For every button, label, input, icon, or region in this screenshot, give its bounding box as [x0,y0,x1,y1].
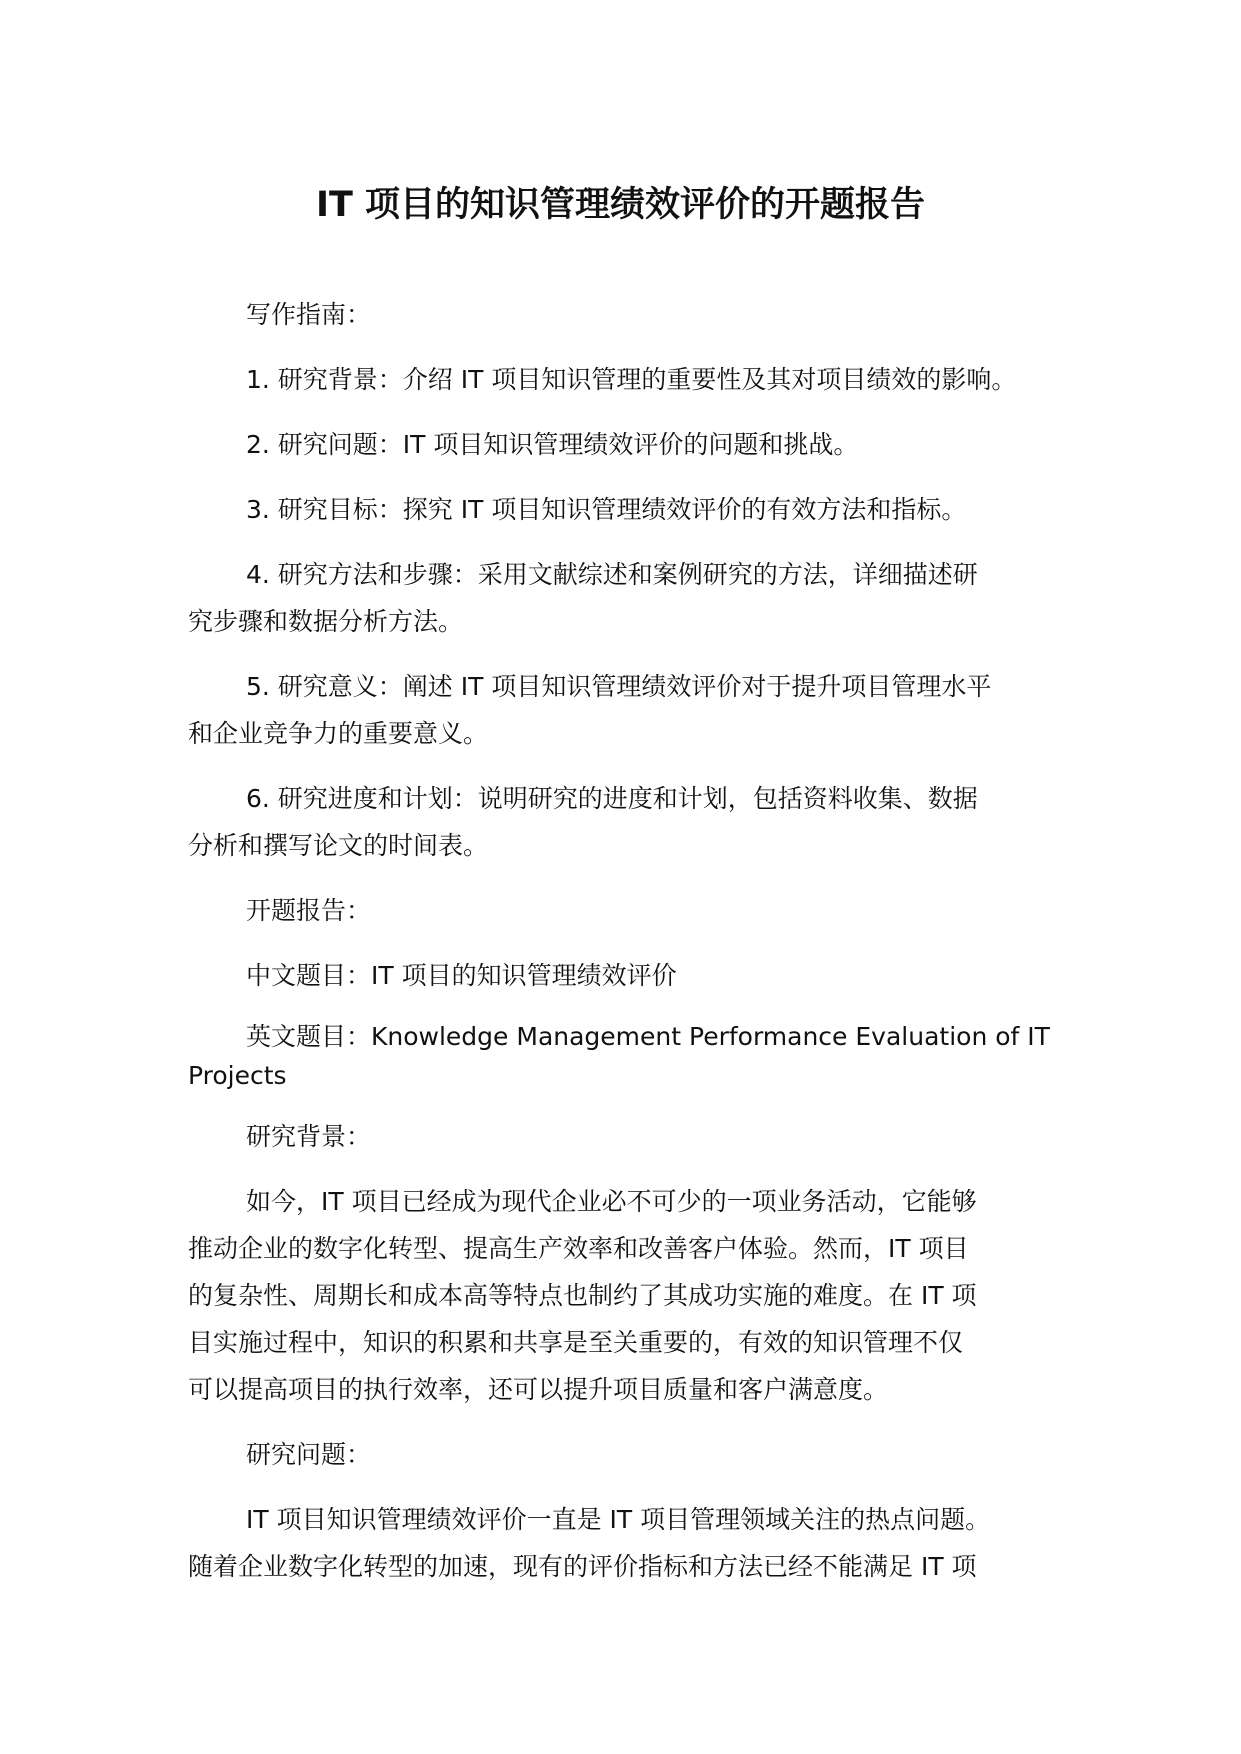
paragraph [188,551,1058,645]
text-line: 和企业竞争力的重要意义。 [188,719,489,748]
text-line: 1. 研究背景：介绍 IT 项目知识管理的重要性及其对项目绩效的影响。 [246,365,1017,394]
text-line: 5. 研究意义：阐述 IT 项目知识管理绩效评价对于提升项目管理水平 [246,672,992,701]
text-line: 研究背景： [246,1122,372,1151]
paragraph [188,486,1058,533]
text-line: 6. 研究进度和计划：说明研究的进度和计划，包括资料收集、数据 [246,784,978,813]
paragraph [188,887,1058,934]
paragraph [188,1431,1058,1478]
text-line: 推动企业的数字化转型、提高生产效率和改善客户体验。然而，IT 项目 [188,1234,969,1263]
text-line: 写作指南： [246,300,372,329]
text-line: 随着企业数字化转型的加速，现有的评价指标和方法已经不能满足 IT 项 [188,1552,977,1581]
text-line: 英文题目：Knowledge Management Performance Evaluation of IT [246,1022,1050,1051]
paragraph [188,356,1058,403]
text-line: IT 项目知识管理绩效评价一直是 IT 项目管理领域关注的热点问题。 [246,1505,991,1534]
paragraph [188,1496,1058,1590]
text-line: 目实施过程中，知识的积累和共享是至关重要的，有效的知识管理不仅 [188,1328,964,1357]
paragraph [188,1017,1058,1095]
text-line: 3. 研究目标：探究 IT 项目知识管理绩效评价的有效方法和指标。 [246,495,967,524]
paragraph [188,291,1058,338]
text-line: 如今，IT 项目已经成为现代企业必不可少的一项业务活动，它能够 [246,1187,977,1216]
text-line: 开题报告： [246,896,372,925]
document-body [188,291,1058,1608]
text-line: 研究问题： [246,1440,372,1469]
paragraph [188,1113,1058,1160]
document-title: IT 项目的知识管理绩效评价的开题报告 [315,185,926,225]
text-line: 究步骤和数据分析方法。 [188,607,464,636]
text-line: 可以提高项目的执行效率，还可以提升项目质量和客户满意度。 [188,1375,889,1404]
text-line: 中文题目：IT 项目的知识管理绩效评价 [246,961,677,990]
text-line: 2. 研究问题：IT 项目知识管理绩效评价的问题和挑战。 [246,430,859,459]
text-line: Projects [188,1061,287,1090]
paragraph [188,952,1058,999]
paragraph [188,775,1058,869]
text-line: 分析和撰写论文的时间表。 [188,831,489,860]
text-line: 的复杂性、周期长和成本高等特点也制约了其成功实施的难度。在 IT 项 [188,1281,977,1310]
paragraph [188,421,1058,468]
paragraph [188,663,1058,757]
text-line: 4. 研究方法和步骤：采用文献综述和案例研究的方法，详细描述研 [246,560,978,589]
paragraph [188,1178,1058,1413]
